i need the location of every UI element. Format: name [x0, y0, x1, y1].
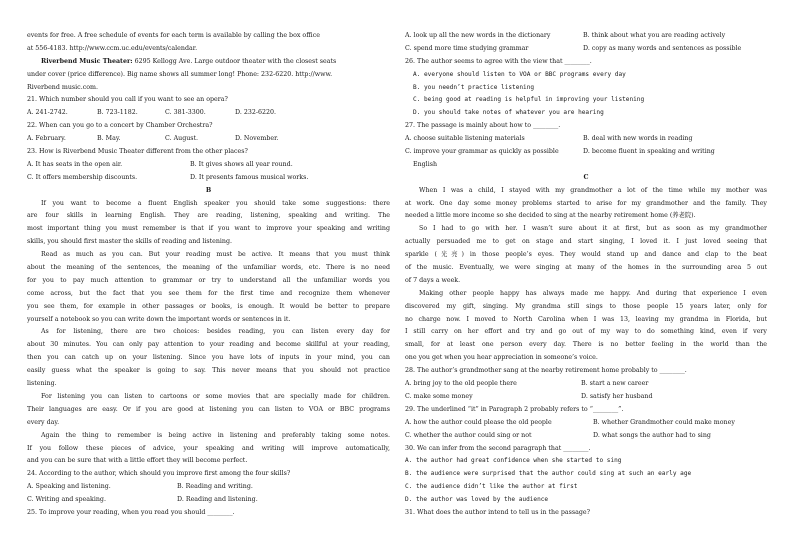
- option-d: D. copy as many words and sentences as possible: [583, 44, 742, 52]
- question-24: 24. According to the author, which should you improve first among the four skills?: [27, 470, 291, 478]
- question-28-options-cd: [405, 391, 767, 404]
- option-b: B. 723-1182.: [97, 109, 138, 117]
- passage-c-line: Making other people happy has always made me happy. And during that experience I even: [419, 289, 767, 297]
- section-heading-b: B: [205, 186, 212, 194]
- question-27: 27. The passage is mainly about how to ________.: [405, 122, 561, 130]
- question-27-options-cd: [405, 146, 767, 159]
- passage-c-line: at work. One day some money problems started to arise for my grandmother and the family. They: [405, 199, 767, 207]
- option-d: D. become fluent in speaking and writing: [583, 148, 715, 156]
- passage-c-line: of the music. Eventually, we were singing at many of the homes in the surrounding area 5 out: [405, 264, 767, 272]
- option-b: B. the audience were surprised that the author could sing at such an early age: [405, 470, 692, 478]
- option-d: D. the author was loved by the audience: [405, 496, 549, 504]
- passage-c-line: discovered my gift, singing. My grandma still sings to those people 15 years later, only for: [405, 302, 767, 310]
- question-25-options-ab: [405, 30, 767, 43]
- passage-c-line: I still carry on her effort and try and go out of my way to do something kind, even if very: [405, 328, 767, 336]
- question-22: 22. When can you go to a concert by Chamber Orchestra?: [27, 122, 213, 130]
- option-c: C. Writing and speaking.: [27, 496, 106, 504]
- question-25: 25. To improve your reading, when you read you should ________.: [27, 508, 235, 516]
- option-c: C. 381-3300.: [165, 109, 206, 117]
- left-column: [27, 30, 390, 520]
- passage-c-line: no charge now. I moved to North Carolina when I was 13, leaving my grandma in Florida, but: [405, 315, 767, 323]
- option-a: A. Speaking and listening.: [27, 483, 111, 491]
- question-29-options-ab: [405, 417, 767, 430]
- option-a: A. 241-2742.: [27, 109, 68, 117]
- option-b: B. May.: [97, 135, 121, 143]
- passage-b-line: most important thing you must remember is that if you want to improve your speaking and writing: [27, 225, 390, 233]
- option-c: C. make some money: [405, 392, 473, 400]
- option-d: D. November.: [235, 135, 279, 143]
- passage-b-line: skills, you should first master the skills of reading and listening.: [27, 238, 233, 246]
- option-a: A. February.: [27, 135, 66, 143]
- section-heading-c: C: [583, 173, 589, 181]
- question-22-options: [27, 133, 390, 146]
- passage-b-line: Again the thing to remember is being active in listening and preferably taking some notes.: [41, 431, 390, 439]
- passage-b-line: Their languages are easy. Or if you are good at listening you can listen to VOA or BBC programs: [27, 405, 390, 413]
- question-29-options-cd: [405, 430, 767, 443]
- venue-name: Riverbend Music Theater:: [41, 57, 133, 65]
- option-c: C. improve your grammar as quickly as possible: [405, 148, 559, 156]
- passage-b-line: you see them, for example in other passages or books, is enough. It would be better to prepare: [27, 302, 390, 310]
- question-23: 23. How is Riverbend Music Theater different from the other places?: [27, 148, 248, 156]
- option-c: C. the audience didn’t like the author at first: [405, 483, 578, 491]
- option-b: B. It gives shows all year round.: [190, 160, 293, 168]
- option-b: B. you needn’t practice listening: [413, 83, 535, 91]
- passage-c-line: small, for at least one person every day. There is no better feeling in the world than the: [405, 341, 767, 349]
- option-c: C. spend more time studying grammar: [405, 44, 529, 52]
- option-a: A. how the author could please the old people: [405, 418, 552, 426]
- question-29: 29. The underlined “it” in Paragraph 2 probably refers to “________”.: [405, 405, 624, 413]
- question-25-options-cd: [405, 43, 767, 56]
- option-a: A. everyone should listen to VOA or BBC programs every day: [413, 70, 626, 78]
- option-d: D. Reading and listening.: [177, 496, 258, 504]
- option-c: C. August.: [165, 135, 199, 143]
- question-21-options: [27, 107, 390, 120]
- option-b: B. Reading and writing.: [177, 483, 253, 491]
- option-b: B. start a new career: [581, 380, 649, 388]
- question-27-options-ab: [405, 133, 767, 146]
- question-28: 28. The author’s grandmother sang at the nearby retirement home probably to ________.: [405, 367, 687, 375]
- passage-c-line: When I was a child, I stayed with my grandmother a lot of the time while my mother was: [419, 186, 767, 194]
- text-line: at 556-4183. http://www.ccm.uc.edu/events/calendar.: [27, 44, 198, 52]
- text-line: under cover (price difference). Big name shows all summer long! Phone: 232-6220. http://www.: [27, 70, 333, 78]
- option-d: D. satisfy her husband: [581, 392, 653, 400]
- question-23-options-cd: [27, 172, 390, 185]
- option-a: A. bring joy to the old people there: [405, 380, 517, 388]
- option-c: C. whether the author could sing or not: [405, 431, 532, 439]
- passage-c-line: one you get when you hear appreciation in someone’s voice.: [405, 354, 598, 362]
- passage-c-line: needed a little more income so she decided to sing at the nearby retirement home (养老院).: [405, 212, 696, 220]
- passage-b-line: yourself a notebook so you can write down the important words or sentences in it.: [27, 315, 291, 323]
- option-c: C. being good at reading is helpful in improving your listening: [413, 96, 645, 104]
- option-d: D. what songs the author had to sing: [593, 431, 711, 439]
- option-b: B. deal with new words in reading: [583, 135, 693, 143]
- option-a: A. It has seats in the open air.: [27, 160, 123, 168]
- option-d: D. It presents famous musical works.: [190, 173, 309, 181]
- passage-b-line: then you can catch up on your listening. Since you have lots of inputs in your mind, you can: [27, 354, 390, 362]
- option-continuation: English: [413, 160, 437, 168]
- passage-b-line: about 30 minutes. You can only pay attention to your reading and become skillful at your reading,: [27, 341, 390, 349]
- question-24-options-ab: [27, 481, 390, 494]
- option-d: D. you should take notes of whatever you are hearing: [413, 109, 604, 117]
- passage-b-line: listening.: [27, 380, 57, 388]
- passage-b-line: about the meaning of the sentences, the meaning of the unfamiliar words, etc. There is no need: [27, 264, 390, 272]
- passage-b-line: every day.: [27, 418, 60, 426]
- option-a: A. the author had great confidence when she started to sing: [405, 457, 622, 465]
- passage-b-line: For listening you can listen to cartoons or some movies that are specially made for children.: [41, 392, 390, 400]
- question-24-options-cd: [27, 494, 390, 507]
- text-line: events for free. A free schedule of events for each term is available by calling the box office: [27, 32, 320, 39]
- passage-b-line: and you can be sure that with a little effort they will become perfect.: [27, 457, 248, 465]
- passage-c-line: actually persuaded me to get on stage and start singing, I loved it. I just loved seeing that: [405, 238, 767, 246]
- passage-b-line: come across, but the fact that you see them for the first time and recognize them whenever: [27, 289, 390, 297]
- venue-entry: [27, 56, 390, 69]
- passage-b-line: easily guess what the speaker is going to say. This never means that you should not practice: [27, 367, 390, 375]
- option-c: C. It offers membership discounts.: [27, 173, 138, 181]
- passage-b-line: are four skills in learning English. They are reading, listening, speaking and writing. The: [27, 212, 390, 220]
- passage-b-line: Read as much as you can. But your reading must be active. It means that you must think: [41, 251, 390, 259]
- passage-c-line: of 7 days a week.: [405, 276, 461, 284]
- question-26: 26. The author seems to agree with the view that ________.: [405, 57, 592, 65]
- passage-b-line: As for listening, there are two choices: besides reading, you can listen every day for: [41, 328, 390, 336]
- text-line: Riverbend music.com.: [27, 83, 98, 91]
- question-31: 31. What does the author intend to tell us in the passage?: [405, 508, 590, 516]
- right-column: [405, 30, 767, 520]
- option-a: A. choose suitable listening materials: [405, 135, 525, 143]
- passage-b-line: If you follow these pieces of advice, your speaking and writing will improve automatically,: [27, 444, 390, 452]
- passage-b-line: If you want to become a fluent English speaker you should take some suggestions: there: [41, 199, 390, 207]
- question-28-options-ab: [405, 378, 767, 391]
- option-b: B. think about what you are reading actively: [583, 32, 726, 39]
- option-d: D. 232-6220.: [235, 109, 277, 117]
- question-30: 30. We can infer from the second paragraph that ________.: [405, 444, 591, 452]
- option-b: B. whether Grandmother could make money: [593, 418, 735, 426]
- passage-c-line: So I had to go with her. I wasn’t sure about it at first, but as soon as my grandmother: [419, 225, 767, 233]
- option-a: A. look up all the new words in the dictionary: [405, 32, 551, 39]
- question-23-options-ab: [27, 159, 390, 172]
- question-21: 21. Which number should you call if you want to see an opera?: [27, 96, 228, 104]
- passage-c-line: sparkle (光亮) in those people’s eyes. They would stand up and dance and clap to the beat: [405, 251, 767, 259]
- venue-description: 6295 Kellogg Ave. Large outdoor theater with the closest seats: [132, 57, 337, 65]
- passage-b-line: for you to pay much attention to grammar or try to understand all the unfamiliar words you: [27, 276, 390, 284]
